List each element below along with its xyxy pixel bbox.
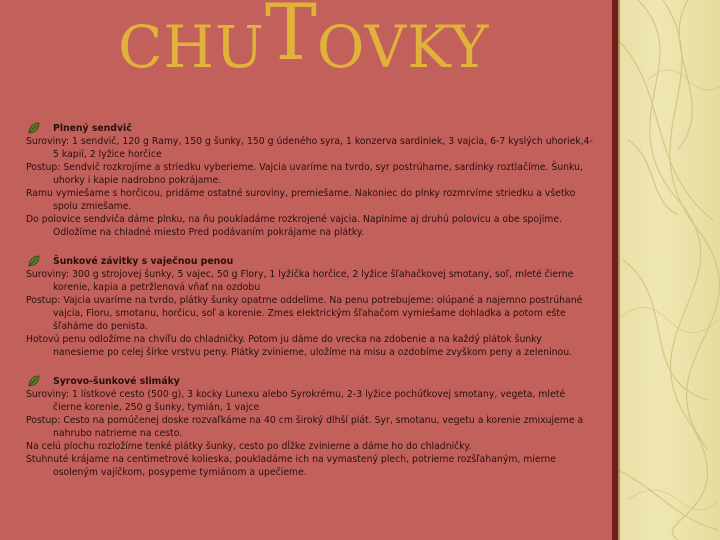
decorative-side-panel [618,0,720,540]
title-part-2: T [264,0,317,78]
recipe-paragraph: Suroviny: 1 lístkové cesto (500 g), 3 kocky Lunexu alebo Syrokrému, 2-3 lyžice pochúťkovej smotany, vegeta, mleté čierne korenie, 250 g šunky, tymián, 1 vajce [26,389,566,413]
recipe-paragraph: Postup: Cesto na pomúčenej doske rozvaľkáme na 40 cm široký dlhší plát. Syr, smotanu, vegetu a korenie zmixujeme a nahrubo natrieme na cesto. [26,415,584,439]
leaf-bullet-icon [27,374,41,388]
decorative-swirl-pattern [618,0,720,540]
recipe-heading-text: Plnený sendvič [53,123,132,134]
recipe-paragraph: Do polovice sendviča dáme plnku, na ňu poukladáme rozkrojené vajcia. Naplníme aj druhú polovicu a obe spojíme. Odložíme na chladné miesto Pred podávaním pokrájame na plátky. [26,214,563,238]
recipe-paragraph: Stuhnuté krájame na centimetrové kolieska, poukladáme ich na vymastený plech, potrieme rozšľahaným, mierne osoleným vajíčkom, posypeme tymiánom a upečieme. [26,454,556,478]
recipe-heading [26,122,594,135]
recipe-paragraph: Suroviny: 300 g strojovej šunky, 5 vajec, 50 g Flory, 1 lyžička horčice, 2 lyžice šľahačkovej smotany, soľ, mleté čierne korenie, kapia a petržlenová vňať na ozdobu [26,269,574,293]
recipe-paragraph: Suroviny: 1 sendvič, 120 g Ramy, 150 g šunky, 150 g údeného syra, 1 konzerva sardiniek, 3 vajcia, 6-7 kyslých uhoriek,4-5 kapií, 2 lyžice horčice [26,136,593,160]
recipe-paragraph: Postup: Vajcia uvaríme na tvrdo, plátky šunky opatrne oddelíme. Na penu potrebujeme: olúpané a najemno postrúhané vajcia, Floru, smotanu, horčicu, soľ a korenie. Zmes elektrickým šľahačom vymiešame dohladka a potom ešte šľaháme do penista. [26,295,583,332]
decorative-border-inner [618,0,620,540]
recipe-paragraph: Postup: Sendvič rozkrojíme a striedku vyberieme. Vajcia uvaríme na tvrdo, syr postrúhame, sardinky roztlačíme. Šunku, uhorky i kapie nadrobno pokrájame. [26,162,583,186]
leaf-bullet-icon [27,254,41,268]
leaf-bullet-icon [27,121,41,135]
recipe-paragraph: Ramu vymiešame s horčicou, pridáme ostatné suroviny, premiešame. Nakoniec do plnky rozmrvíme striedku a všetko spolu zmiešame. [26,188,576,212]
recipe-section [26,255,594,359]
recipe-heading [26,255,594,268]
title-part-3: OVKY [316,13,490,81]
slide-title [118,0,490,81]
recipe-heading [26,375,594,388]
recipe-section [26,375,594,479]
recipe-paragraph: Na celú plochu rozložíme tenké plátky šunky, cesto po dĺžke zvinieme a dáme ho do chladničky. [26,441,472,452]
recipe-section [26,122,594,239]
recipe-heading-text: Šunkové závitky s vaječnou penou [53,256,234,267]
recipe-paragraph: Hotovú penu odložíme na chvíľu do chladničky. Potom ju dáme do vrecka na zdobenie a na každý plátok šunky nanesieme po celej šírke vrstvu peny. Plátky zvinieme, uložíme na misu a ozdobíme zvyškom peny a zeleninou. [26,334,573,358]
recipe-content [26,122,594,479]
title-part-1: CHU [118,13,265,81]
recipe-heading-text: Syrovo-šunkové slimáky [53,376,180,387]
